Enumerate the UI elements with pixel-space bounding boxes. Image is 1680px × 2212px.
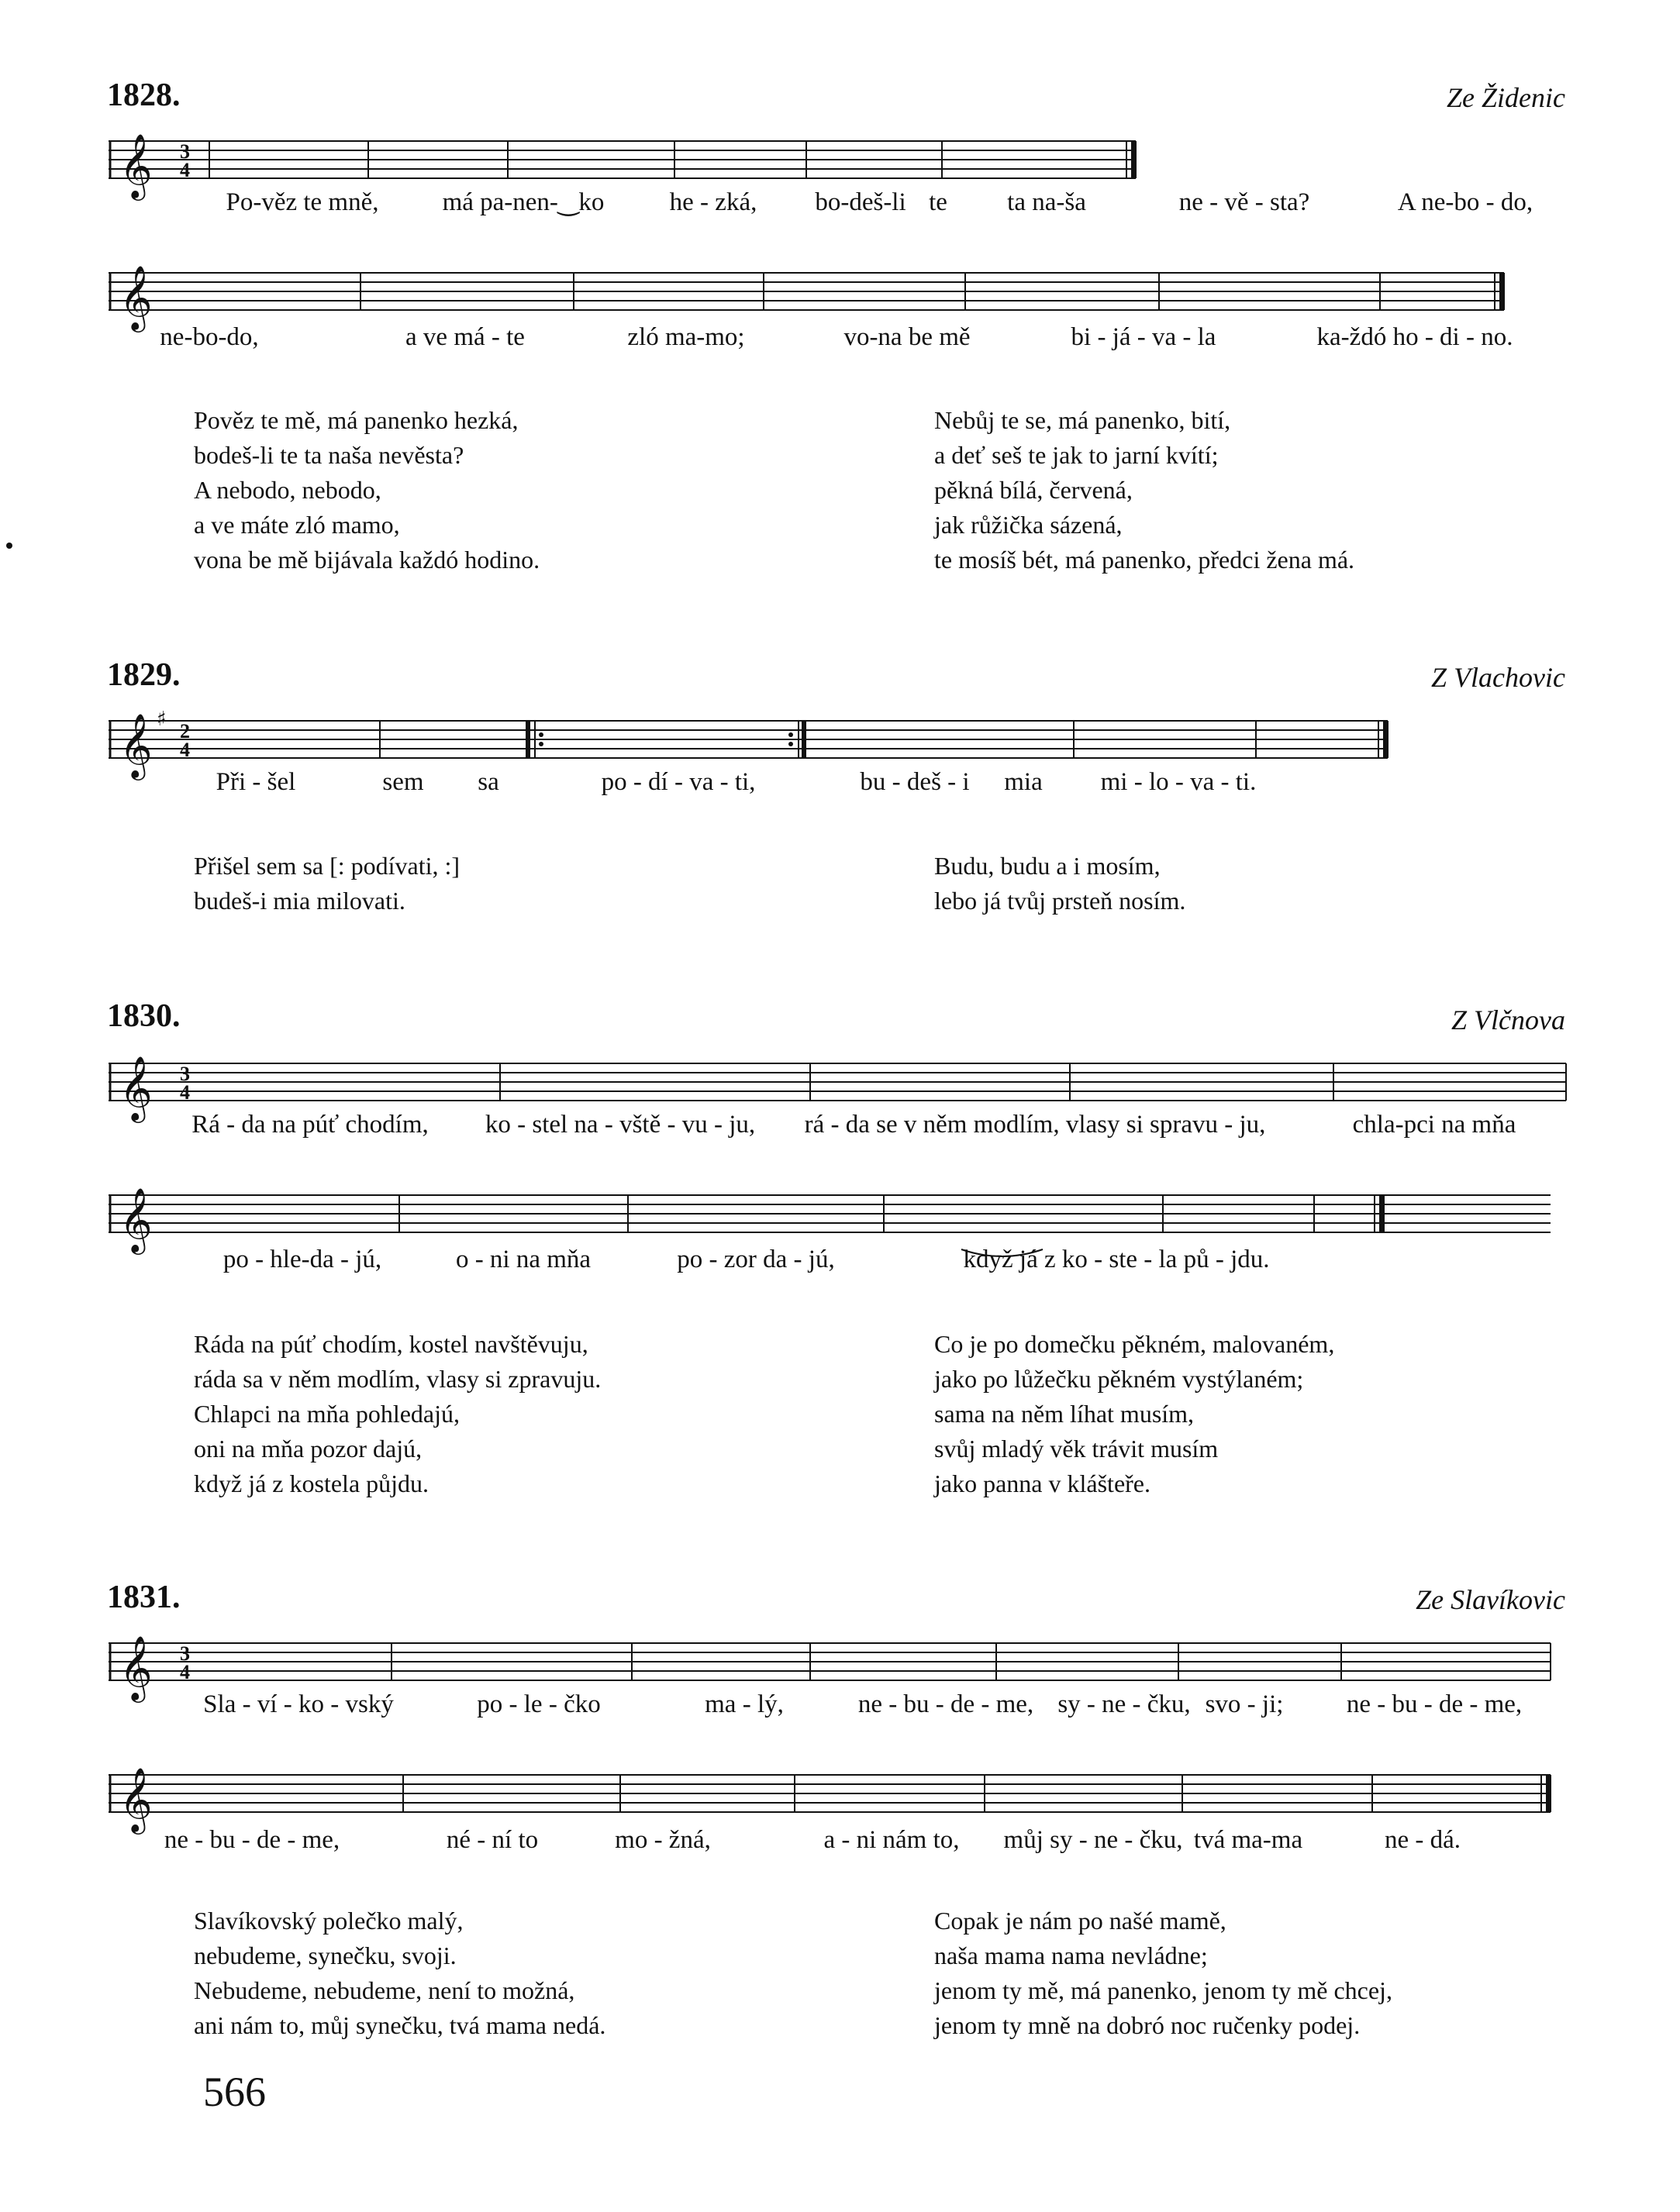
treble-clef-icon: 𝄞: [119, 1055, 153, 1120]
lyric-syllable: Rá - da na púť chodím,: [191, 1111, 429, 1139]
music-staff: [109, 1172, 1566, 1252]
verse-line: jako po lůžečku pěkném vystýlaném;: [934, 1365, 1304, 1393]
verse-line: oni na mňa pozor dajú,: [194, 1435, 423, 1463]
lyric-syllable: Při - šel: [216, 768, 296, 796]
lyric-syllable: ma - lý,: [705, 1690, 784, 1718]
treble-clef-icon: 𝄞: [119, 1635, 153, 1700]
lyric-syllable: vo-na be mě: [843, 323, 971, 351]
verse-line: Ráda na púť chodím, kostel navštěvuju,: [194, 1330, 588, 1358]
treble-clef-icon: 𝄞: [119, 133, 153, 198]
lyric-syllable: svo - ji;: [1205, 1690, 1284, 1718]
lyric-syllable: zló ma-mo;: [627, 323, 745, 351]
song-origin: Ze Židenic: [1447, 82, 1565, 113]
treble-clef-icon: 𝄞: [119, 264, 153, 329]
page-number: 566: [203, 2069, 266, 2115]
song-number: 1830.: [107, 998, 181, 1034]
staff-lines: [109, 1775, 1551, 1812]
svg-text:3: 3: [180, 1642, 190, 1665]
staff-lines: [109, 721, 1388, 758]
verse-line: A nebodo, nebodo,: [194, 476, 381, 504]
lyric-syllable: bu - deš - i: [860, 768, 970, 796]
verse-line: jako panna v klášteře.: [934, 1469, 1150, 1497]
lyric-syllable: po - le - čko: [477, 1690, 601, 1718]
lyric-syllable: tvá ma-ma: [1193, 1826, 1303, 1854]
lyric-syllable: o - ni na mňa: [455, 1246, 592, 1273]
lyric-syllable: ko - stel na - vště - vu - ju,: [485, 1111, 756, 1139]
lyric-syllable: he - zká,: [669, 188, 757, 216]
lyrics-line: [116, 1245, 1589, 1283]
lyric-syllable: ne - bu - de - me,: [1346, 1690, 1523, 1718]
lyrics-line: [116, 767, 1589, 806]
svg-text:3: 3: [180, 1063, 190, 1085]
lyric-syllable: ne - vě - sta?: [1178, 188, 1310, 216]
music-staff: [109, 698, 1566, 775]
verse-column: [194, 1904, 605, 2043]
treble-clef-icon: 𝄞: [119, 1766, 153, 1831]
lyric-syllable: sa: [478, 768, 499, 796]
verse-line: pěkná bílá, červená,: [934, 476, 1133, 504]
music-staff: [109, 1040, 1566, 1118]
lyrics-line: [116, 1825, 1589, 1864]
verse-line: ani nám to, můj synečku, tvá mama nedá.: [194, 2011, 606, 2039]
time-signature: [180, 1063, 190, 1104]
lyric-syllable: po - hle-da - jú,: [223, 1246, 382, 1273]
verse-line: a deť seš te jak to jarní kvítí;: [934, 441, 1219, 469]
lyric-syllable: ta na-ša: [1007, 188, 1086, 216]
verse-line: Co je po domečku pěkném, malovaném,: [934, 1330, 1335, 1358]
verse-line: jenom ty mně na dobró noc ručenky podej.: [934, 2011, 1361, 2039]
verse-line: sama na něm líhat musím,: [934, 1400, 1195, 1428]
lyric-syllable: né - ní to: [446, 1826, 539, 1854]
verse-line: lebo já tvůj prsteň nosím.: [934, 887, 1186, 915]
verse-line: když já z kostela půjdu.: [194, 1469, 429, 1497]
svg-text:4: 4: [180, 159, 190, 181]
verse-line: svůj mladý věk trávit musím: [934, 1435, 1219, 1463]
verse-line: bodeš-li te ta naša nevěsta?: [194, 441, 464, 469]
verse-line: ráda sa v něm modlím, vlasy si zpravuju.: [194, 1365, 602, 1393]
verse-column: [934, 1327, 1334, 1501]
verse-line: te mosíš bét, má panenko, předci žena má.: [934, 546, 1355, 574]
verse-line: Copak je nám po našé mamě,: [934, 1907, 1226, 1935]
verse-column: [194, 849, 460, 918]
lyric-syllable: bo-deš-li: [815, 188, 906, 216]
lyric-syllable: te: [929, 188, 947, 216]
verse-line: Chlapci na mňa pohledajú,: [194, 1400, 461, 1428]
treble-clef-icon: 𝄞: [119, 712, 153, 777]
lyric-syllable: když já z ko - ste - la pů - jdu.: [963, 1246, 1270, 1273]
staff-lines: [109, 273, 1504, 310]
margin-dot: [6, 543, 12, 549]
svg-text:4: 4: [180, 1081, 190, 1104]
lyric-syllable: mia: [1004, 768, 1043, 796]
lyric-syllable: A ne-bo - do,: [1397, 188, 1533, 216]
verse-line: Budu, budu a i mosím,: [934, 852, 1161, 880]
verse-line: Přišel sem sa [: podívati, :]: [194, 852, 461, 880]
song-number: 1831.: [107, 1580, 181, 1615]
song-number: 1828.: [107, 78, 181, 113]
lyrics-line: [116, 322, 1589, 361]
music-staff: [109, 250, 1566, 327]
lyric-syllable: sem: [382, 768, 424, 796]
music-staff: [109, 118, 1566, 198]
lyric-syllable: po - zor da - jú,: [677, 1246, 835, 1273]
lyric-syllable: sy - ne - čku,: [1057, 1690, 1191, 1718]
verse-line: Nebůj te se, má panenko, bití,: [934, 406, 1231, 434]
staff-lines: [109, 1195, 1551, 1232]
lyric-syllable: bi - já - va - la: [1071, 323, 1216, 351]
lyric-syllable: mo - žná,: [615, 1826, 711, 1854]
lyric-syllable: Sla - ví - ko - vský: [203, 1690, 394, 1718]
lyric-syllable: a ve má - te: [405, 323, 525, 351]
staff-lines: [109, 1643, 1551, 1680]
verse-line: Nebudeme, nebudeme, není to možná,: [194, 1976, 575, 2004]
verse-column: [194, 1327, 601, 1501]
verse-line: Slavíkovský polečko malý,: [194, 1907, 464, 1935]
verse-line: nebudeme, synečku, svoji.: [194, 1942, 457, 1969]
verse-line: naša mama nama nevládne;: [934, 1942, 1208, 1969]
verse-column: [194, 403, 540, 577]
verse-column: [934, 1904, 1392, 2043]
verse-line: jenom ty mě, má panenko, jenom ty mě chcej,: [934, 1976, 1392, 2004]
lyric-syllable: ne - dá.: [1384, 1826, 1461, 1854]
music-staff: [109, 1620, 1566, 1700]
lyric-syllable: má pa-nen-‿ko: [442, 188, 605, 216]
time-signature: [180, 140, 190, 181]
svg-text:3: 3: [180, 140, 190, 163]
lyric-syllable: chla-pci na mňa: [1352, 1111, 1516, 1139]
lyrics-line: [116, 188, 1589, 226]
song-origin: Z Vlčnova: [1451, 1004, 1565, 1035]
lyric-syllable: rá - da se v něm modlím, vlasy si spravu - ju,: [804, 1111, 1266, 1139]
lyric-syllable: můj sy - ne - čku,: [1003, 1826, 1183, 1854]
verse-line: jak růžička sázená,: [934, 511, 1123, 539]
staff-lines: [109, 141, 1136, 178]
verse-column: [934, 849, 1185, 918]
time-signature: [180, 1642, 190, 1683]
lyric-syllable: Po-věz te mně,: [226, 188, 379, 216]
music-staff: [109, 1752, 1566, 1829]
lyrics-line: [116, 1690, 1589, 1728]
song-origin: Ze Slavíkovic: [1416, 1584, 1565, 1615]
lyric-syllable: ne-bo-do,: [160, 323, 259, 351]
lyric-syllable: ne - bu - de - me,: [857, 1690, 1034, 1718]
verse-column: [934, 403, 1354, 577]
verse-line: a ve máte zló mamo,: [194, 511, 400, 539]
treble-clef-icon: 𝄞: [119, 1187, 153, 1252]
song-number: 1829.: [107, 657, 181, 693]
song-origin: Z Vlachovic: [1431, 662, 1565, 693]
time-signature: [180, 720, 190, 761]
staff-lines: [109, 1063, 1566, 1101]
lyric-syllable: mi - lo - va - ti.: [1100, 768, 1257, 796]
lyric-syllable: ka-ždó ho - di - no.: [1316, 323, 1513, 351]
lyric-syllable: a - ni nám to,: [823, 1826, 960, 1854]
lyric-syllable: po - dí - va - ti,: [601, 768, 756, 796]
sharp-icon: ♯: [157, 708, 167, 731]
svg-text:4: 4: [180, 739, 190, 761]
svg-text:2: 2: [180, 720, 190, 743]
verse-line: Pověz te mě, má panenko hezká,: [194, 406, 519, 434]
svg-text:4: 4: [180, 1661, 190, 1683]
lyric-syllable: ne - bu - de - me,: [164, 1826, 340, 1854]
lyrics-line: [116, 1110, 1589, 1149]
verse-line: budeš-i mia milovati.: [194, 887, 405, 915]
verse-line: vona be mě bijávala každó hodino.: [194, 546, 540, 574]
